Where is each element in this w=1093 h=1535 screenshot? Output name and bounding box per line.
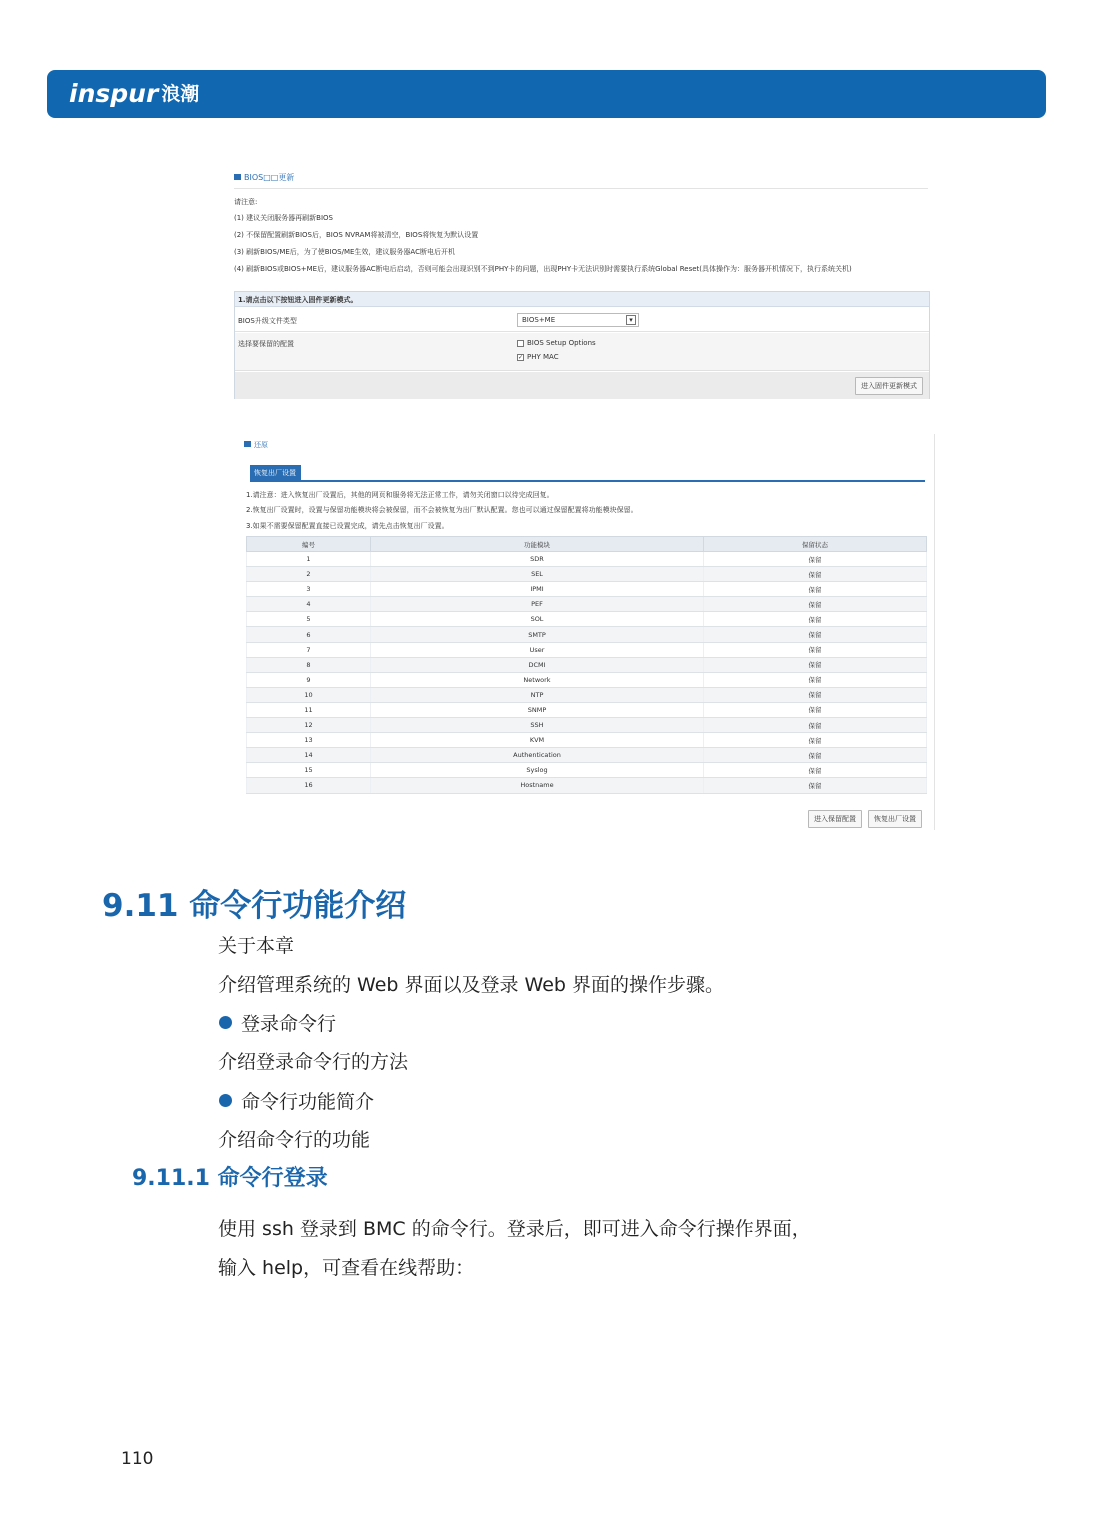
preserve-config-row — [235, 333, 929, 371]
tab-underline — [250, 480, 925, 482]
table-row — [247, 657, 927, 672]
row-number: 13 — [247, 733, 371, 748]
preserve-status: 保留 — [704, 733, 927, 748]
preserve-status: 保留 — [704, 748, 927, 763]
bios-update-title — [234, 172, 294, 183]
about-chapter: 关于本章 — [218, 935, 295, 957]
row-number: 10 — [247, 687, 371, 702]
bullet-text: 命令行功能简介 — [241, 1091, 375, 1113]
bios-note: (4) 刷新BIOS或BIOS+ME后，建议服务器AC断电后启动，否则可能会出现识别不到PHY卡的问题，出现PHY卡无法识别时需要执行系统Global Reset(具体操作为：服务器开机情况下，执行系统关机) — [234, 265, 852, 273]
preserve-status: 保留 — [704, 597, 927, 612]
panel-footer — [235, 372, 929, 399]
row-number: 1 — [247, 552, 371, 567]
row-number: 14 — [247, 748, 371, 763]
page-number: 110 — [121, 1449, 154, 1469]
module-name: SDR — [371, 552, 704, 567]
section-square-icon — [244, 441, 251, 447]
row-number: 5 — [247, 612, 371, 627]
table-header-row — [247, 537, 927, 552]
section-square-icon — [234, 174, 241, 180]
bullet-desc: 介绍命令行的功能 — [218, 1129, 371, 1151]
bullet-dot-icon — [219, 1016, 232, 1029]
file-type-select[interactable] — [517, 313, 639, 327]
checkbox-icon — [517, 340, 524, 347]
subsection-heading: 9.11.1 命令行登录 — [132, 1166, 328, 1191]
preserve-status: 保留 — [704, 702, 927, 717]
row-number: 12 — [247, 718, 371, 733]
table-row — [247, 597, 927, 612]
body-text: 输入 help，可查看在线帮助： — [218, 1257, 475, 1279]
module-name: IPMI — [371, 582, 704, 597]
divider — [934, 434, 935, 830]
table-row — [247, 627, 927, 642]
tab-restore-factory[interactable]: 恢复出厂设置 — [250, 465, 301, 480]
file-type-value: BIOS+ME — [522, 316, 556, 324]
row-number: 7 — [247, 642, 371, 657]
preserve-config-label: 选择要保留的配置 — [238, 340, 294, 348]
restore-note: 3.如果不需要保留配置直接已设置完成，请先点击恢复出厂设置。 — [246, 522, 449, 530]
table-row — [247, 687, 927, 702]
preserve-status: 保留 — [704, 627, 927, 642]
column-header: 保留状态 — [704, 537, 927, 552]
row-number: 4 — [247, 597, 371, 612]
row-number: 6 — [247, 627, 371, 642]
restore-screenshot — [244, 434, 936, 832]
table-row — [247, 748, 927, 763]
bios-update-screenshot — [234, 168, 930, 400]
checkmark-icon: ✓ — [518, 353, 524, 361]
module-name: Syslog — [371, 763, 704, 778]
column-header: 功能模块 — [371, 537, 704, 552]
table-row — [247, 552, 927, 567]
module-name: KVM — [371, 733, 704, 748]
checkbox-label: PHY MAC — [527, 353, 559, 361]
preserve-status: 保留 — [704, 567, 927, 582]
bullet-dot-icon — [219, 1094, 232, 1107]
preserve-status: 保留 — [704, 687, 927, 702]
module-name: Hostname — [371, 778, 704, 793]
module-table — [246, 536, 927, 794]
module-name: DCMI — [371, 657, 704, 672]
table-row — [247, 763, 927, 778]
table-row — [247, 642, 927, 657]
bullet-item — [219, 1009, 336, 1036]
preserve-status: 保留 — [704, 778, 927, 793]
module-name: SSH — [371, 718, 704, 733]
table-row — [247, 567, 927, 582]
row-number: 15 — [247, 763, 371, 778]
table-row — [247, 733, 927, 748]
bios-setup-options-checkbox[interactable] — [517, 339, 596, 347]
module-name: Network — [371, 672, 704, 687]
file-type-label: BIOS升级文件类型 — [238, 317, 297, 325]
phy-mac-checkbox[interactable] — [517, 353, 559, 361]
module-name: SNMP — [371, 702, 704, 717]
preserve-status: 保留 — [704, 763, 927, 778]
restore-note: 1.请注意：进入恢复出厂设置后，其他的网页和服务将无法正常工作，请勿关闭窗口以待完成回复。 — [246, 491, 554, 499]
bios-note: (1) 建议关闭服务器再刷新BIOS — [234, 214, 333, 222]
table-row — [247, 778, 927, 793]
panel-header: 1.请点击以下按钮进入固件更新模式。 — [235, 292, 929, 307]
row-number: 2 — [247, 567, 371, 582]
checkbox-label: BIOS Setup Options — [527, 339, 596, 347]
module-name: SMTP — [371, 627, 704, 642]
divider — [234, 188, 928, 189]
firmware-update-panel — [234, 291, 930, 399]
column-header: 编号 — [247, 537, 371, 552]
row-number: 3 — [247, 582, 371, 597]
module-name: User — [371, 642, 704, 657]
body-text: 使用 ssh 登录到 BMC 的命令行。登录后，即可进入命令行操作界面， — [218, 1218, 811, 1240]
preserve-status: 保留 — [704, 642, 927, 657]
preserve-status: 保留 — [704, 612, 927, 627]
bullet-item — [219, 1087, 374, 1114]
preserve-status: 保留 — [704, 552, 927, 567]
row-number: 16 — [247, 778, 371, 793]
module-name: PEF — [371, 597, 704, 612]
preserve-status: 保留 — [704, 582, 927, 597]
row-number: 11 — [247, 702, 371, 717]
inspur-logo — [69, 79, 199, 108]
table-row — [247, 582, 927, 597]
module-name: NTP — [371, 687, 704, 702]
row-number: 8 — [247, 657, 371, 672]
restore-title — [244, 440, 268, 450]
preserve-status: 保留 — [704, 718, 927, 733]
restore-factory-button[interactable]: 恢复出厂设置 — [868, 810, 922, 828]
file-type-row — [235, 308, 929, 332]
table-row — [247, 672, 927, 687]
header-bar — [47, 70, 1046, 118]
preserve-status: 保留 — [704, 657, 927, 672]
bios-update-title-text: BIOS□□更新 — [244, 173, 295, 182]
restore-note: 2.恢复出厂设置时，设置与保留功能模块将会被保留，而不会被恢复为出厂默认配置。您也可以通过保留配置将功能模块保留。 — [246, 506, 638, 514]
module-name: SEL — [371, 567, 704, 582]
bios-note: (3) 刷新BIOS/ME后，为了使BIOS/ME生效，建议服务器AC断电后开机 — [234, 248, 455, 256]
module-name: SOL — [371, 612, 704, 627]
section-heading: 9.11 命令行功能介绍 — [102, 888, 407, 924]
table-row — [247, 612, 927, 627]
restore-title-text: 还原 — [254, 441, 268, 449]
bios-note: (2) 不保留配置刷新BIOS后，BIOS NVRAM将被清空，BIOS将恢复为默认设置 — [234, 231, 479, 239]
bullet-desc: 介绍登录命令行的方法 — [218, 1051, 409, 1073]
enter-update-mode-button[interactable]: 进入固件更新模式 — [855, 377, 923, 395]
row-number: 9 — [247, 672, 371, 687]
intro-text: 介绍管理系统的 Web 界面以及登录 Web 界面的操作步骤。 — [218, 974, 725, 996]
preserve-status: 保留 — [704, 672, 927, 687]
logo-en: inspur — [69, 79, 159, 108]
chevron-down-icon: ▾ — [626, 315, 636, 325]
bullet-text: 登录命令行 — [241, 1013, 337, 1035]
enter-preserve-config-button[interactable]: 进入保留配置 — [808, 810, 862, 828]
bios-note: 请注意: — [234, 198, 258, 206]
table-row — [247, 702, 927, 717]
module-name: Authentication — [371, 748, 704, 763]
logo-cn: 浪潮 — [161, 83, 200, 105]
table-row — [247, 718, 927, 733]
